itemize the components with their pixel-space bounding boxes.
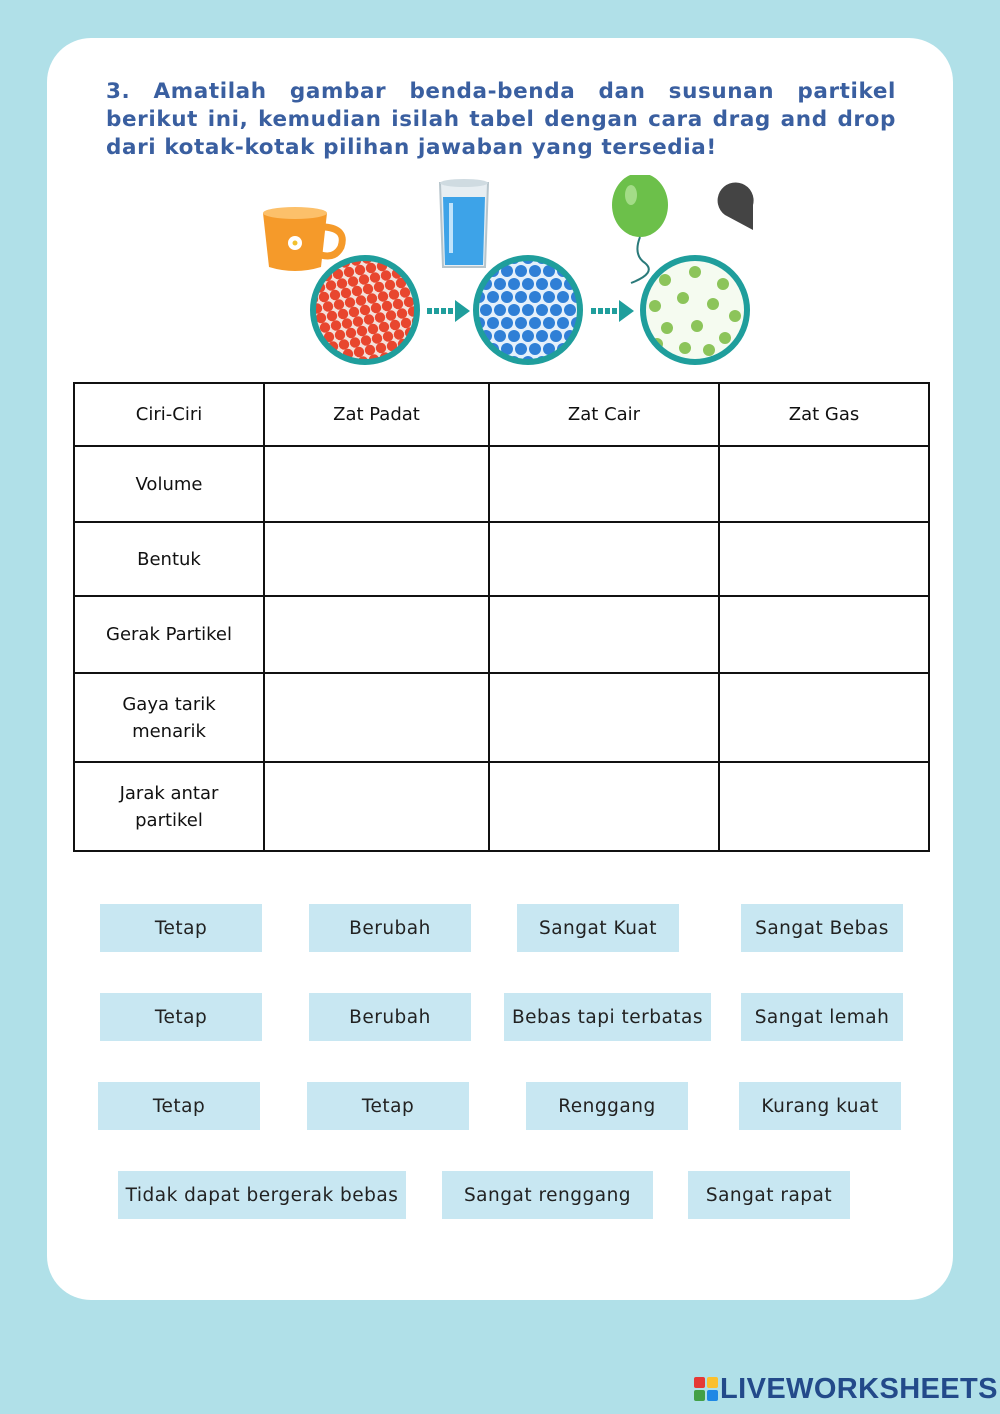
drop-zone[interactable]: [264, 522, 489, 596]
answer-chip[interactable]: Berubah: [309, 904, 471, 952]
table-row: [74, 762, 929, 851]
answer-chip[interactable]: Sangat Kuat: [517, 904, 679, 952]
answer-chip[interactable]: Tetap: [98, 1082, 260, 1130]
particle-dot: [300, 275, 310, 285]
particle-dot: [564, 356, 576, 368]
particle-dot: [402, 348, 412, 358]
row-label: Volume: [74, 446, 264, 522]
particle-dot: [418, 274, 428, 284]
particle-dot: [529, 265, 541, 277]
particle-dot: [369, 242, 379, 252]
particle-dot: [420, 335, 430, 345]
particle-dot: [427, 323, 437, 333]
particle-dot: [487, 317, 499, 329]
particle-dot: [522, 278, 534, 290]
particle-dot: [384, 249, 394, 259]
particle-dot: [327, 311, 337, 321]
particle-dot: [689, 266, 701, 278]
particle-dot: [417, 356, 427, 366]
particle-dot: [508, 304, 520, 316]
particle-dot: [578, 278, 590, 290]
particle-dot: [367, 293, 377, 303]
row-label: Gerak Partikel: [74, 596, 264, 673]
particle-dot: [494, 304, 506, 316]
particle-dot: [274, 269, 284, 279]
particle-dot: [564, 252, 576, 264]
particle-dot: [428, 354, 438, 364]
header-cell: Zat Gas: [719, 383, 929, 446]
particle-dot: [401, 318, 411, 328]
particle-dot: [359, 274, 369, 284]
particle-dot: [339, 339, 349, 349]
particle-dot: [364, 314, 374, 324]
water-glass-icon: [440, 179, 488, 267]
particle-dot: [355, 265, 365, 275]
drop-zone[interactable]: [719, 673, 929, 762]
drop-zone[interactable]: [264, 673, 489, 762]
states-of-matter-illustration: [255, 175, 755, 370]
particle-dot: [473, 343, 485, 355]
particle-dot: [323, 301, 333, 311]
particle-dot: [585, 265, 597, 277]
particle-dot: [330, 290, 340, 300]
particle-dot: [334, 299, 344, 309]
drop-zone[interactable]: [489, 522, 719, 596]
particle-dot: [368, 324, 378, 334]
row-label: Bentuk: [74, 522, 264, 596]
answer-chip[interactable]: Tidak dapat bergerak bebas: [118, 1171, 406, 1219]
particle-dot: [394, 329, 404, 339]
particle-dot: [446, 340, 456, 350]
particle-dot: [357, 326, 367, 336]
particle-dot: [314, 364, 324, 370]
drop-zone[interactable]: [489, 446, 719, 522]
drop-zone[interactable]: [719, 762, 929, 851]
particle-dot: [578, 330, 590, 342]
particle-dot: [557, 291, 569, 303]
particle-dot: [494, 330, 506, 342]
particle-dot: [362, 366, 372, 370]
particle-dot: [363, 284, 373, 294]
answer-chip[interactable]: Berubah: [309, 993, 471, 1041]
particle-dot: [390, 320, 400, 330]
particle-dot: [289, 277, 299, 287]
particle-dot: [341, 288, 351, 298]
particle-dot: [395, 247, 405, 257]
particle-dot: [543, 291, 555, 303]
particle-dot: [585, 343, 597, 355]
particle-dot: [351, 368, 361, 370]
drop-zone[interactable]: [264, 446, 489, 522]
particle-dot: [406, 358, 416, 368]
answer-chip[interactable]: Sangat lemah: [741, 993, 903, 1041]
particle-dot: [439, 352, 449, 362]
particle-dot: [375, 312, 385, 322]
particle-dot: [373, 364, 383, 370]
instruction-text: 3. Amatilah gambar benda-benda dan susunan partikel berikut ini, kemudian isilah tabel dengan cara drag and drop dari kotak-kotak pilihan jawaban yang tersedia!: [106, 79, 896, 160]
particle-dot: [515, 317, 527, 329]
particle-dot: [298, 326, 308, 336]
particle-dot: [399, 257, 409, 267]
particle-dot: [661, 322, 673, 334]
particle-dot: [336, 360, 346, 370]
particle-dot: [438, 321, 448, 331]
particle-dot: [374, 282, 384, 292]
particle-dot: [350, 337, 360, 347]
particle-dot: [389, 289, 399, 299]
particle-dot: [376, 343, 386, 353]
gas-particles: [643, 258, 747, 362]
drop-zone[interactable]: [489, 596, 719, 673]
answer-chip[interactable]: Sangat Bebas: [741, 904, 903, 952]
particle-dot: [331, 320, 341, 330]
particle-dot: [335, 330, 345, 340]
answer-chip[interactable]: Tetap: [100, 904, 262, 952]
particle-dot: [424, 344, 434, 354]
particle-dot: [422, 283, 432, 293]
particle-dot: [719, 332, 731, 344]
particle-dot: [529, 291, 541, 303]
row-label: Gaya tarik menarik: [74, 673, 264, 762]
particle-dot: [356, 295, 366, 305]
particle-dot: [729, 310, 741, 322]
particle-dot: [290, 307, 300, 317]
transition-arrow-icon: [427, 300, 470, 322]
drop-zone[interactable]: [264, 596, 489, 673]
particle-dot: [347, 246, 357, 256]
particle-dot: [515, 343, 527, 355]
table-row: [74, 673, 929, 762]
particle-dot: [320, 322, 330, 332]
particle-dot: [370, 272, 380, 282]
particle-dot: [585, 291, 597, 303]
table-row: [74, 522, 929, 596]
row-label: Jarak antar partikel: [74, 762, 264, 851]
particle-dot: [550, 330, 562, 342]
answer-chip[interactable]: Renggang: [526, 1082, 688, 1130]
particle-dot: [393, 299, 403, 309]
particle-dot: [353, 316, 363, 326]
particle-dot: [337, 278, 347, 288]
transition-arrow-icon: [591, 300, 634, 322]
particle-dot: [358, 244, 368, 254]
particle-dot: [346, 328, 356, 338]
particle-dot: [691, 320, 703, 332]
answer-chip[interactable]: Kurang kuat: [739, 1082, 901, 1130]
particle-dot: [321, 353, 331, 363]
particle-dot: [522, 330, 534, 342]
particle-dot: [480, 304, 492, 316]
particle-dot: [508, 278, 520, 290]
particle-dot: [381, 270, 391, 280]
particle-dot: [354, 347, 364, 357]
particle-dot: [349, 307, 359, 317]
particle-dot: [366, 263, 376, 273]
particle-dot: [487, 291, 499, 303]
particle-dot: [386, 310, 396, 320]
answer-chip[interactable]: Bebas tapi terbatas: [504, 993, 711, 1041]
answer-chip[interactable]: Tetap: [100, 993, 262, 1041]
particle-dot: [571, 343, 583, 355]
particle-dot: [703, 344, 715, 356]
header-cell: Zat Padat: [264, 383, 489, 446]
particle-dot: [564, 304, 576, 316]
particle-dot: [578, 356, 590, 368]
particle-dot: [585, 317, 597, 329]
header-cell: Ciri-Ciri: [74, 383, 264, 446]
particle-dot: [414, 264, 424, 274]
particle-dot: [550, 278, 562, 290]
particle-dot: [297, 296, 307, 306]
drop-zone[interactable]: [719, 596, 929, 673]
particle-dot: [360, 305, 370, 315]
particle-dot: [677, 292, 689, 304]
answer-chip[interactable]: Sangat renggang: [442, 1171, 653, 1219]
drop-zone[interactable]: [719, 522, 929, 596]
table-header-row: [74, 383, 929, 446]
brand-name: LIVEWORKSHEETS: [720, 1372, 998, 1405]
particle-dot: [450, 350, 460, 360]
partial-object-icon: [718, 182, 754, 230]
drop-zone[interactable]: [489, 673, 719, 762]
particle-dot: [302, 336, 312, 346]
table-row: [74, 596, 929, 673]
particle-dot: [385, 280, 395, 290]
particle-dot: [348, 276, 358, 286]
particle-dot: [402, 236, 412, 246]
properties-table: [73, 382, 930, 852]
particle-dot: [466, 356, 478, 368]
particle-dot: [325, 362, 335, 370]
particle-dot: [379, 322, 389, 332]
particle-dot: [282, 288, 292, 298]
particle-dot: [413, 346, 423, 356]
particle-dot: [426, 293, 436, 303]
particle-dot: [378, 291, 388, 301]
particle-dot: [383, 331, 393, 341]
particle-dot: [501, 317, 513, 329]
particle-dot: [345, 297, 355, 307]
particle-dot: [679, 342, 691, 354]
particle-dot: [371, 303, 381, 313]
particle-dot: [508, 330, 520, 342]
particle-dot: [515, 265, 527, 277]
particle-dot: [391, 238, 401, 248]
particle-dot: [649, 300, 661, 312]
particle-dot: [416, 325, 426, 335]
particle-dot: [501, 291, 513, 303]
particle-dot: [466, 330, 478, 342]
particle-dot: [304, 284, 314, 294]
particle-dot: [578, 252, 590, 264]
particle-dot: [717, 278, 729, 290]
particle-dot: [423, 314, 433, 324]
particle-dot: [442, 331, 452, 341]
particle-dot: [536, 304, 548, 316]
particle-dot: [319, 292, 329, 302]
liquid-particles: [466, 252, 597, 368]
particle-dot: [326, 280, 336, 290]
balloon-icon: [612, 175, 668, 283]
particle-dot: [352, 286, 362, 296]
particle-dot: [406, 245, 416, 255]
particle-dot: [480, 356, 492, 368]
particle-dot: [550, 304, 562, 316]
particle-dot: [543, 317, 555, 329]
particle-dot: [344, 267, 354, 277]
answer-chip[interactable]: Sangat rapat: [688, 1171, 850, 1219]
particle-dot: [494, 278, 506, 290]
particle-dot: [294, 317, 304, 327]
brand-squares-icon: [694, 1377, 718, 1401]
particle-dot: [707, 298, 719, 310]
particle-dot: [365, 345, 375, 355]
particle-dot: [395, 360, 405, 370]
particle-dot: [466, 278, 478, 290]
liveworksheets-logo[interactable]: [694, 1372, 998, 1406]
particle-dot: [410, 255, 420, 265]
particle-dot: [342, 318, 352, 328]
particle-dot: [293, 286, 303, 296]
particle-dot: [286, 298, 296, 308]
particle-dot: [529, 317, 541, 329]
particle-dot: [529, 343, 541, 355]
particle-dot: [431, 333, 441, 343]
particle-dot: [306, 345, 316, 355]
particle-dot: [522, 304, 534, 316]
drop-zone[interactable]: [264, 762, 489, 851]
particle-dot: [338, 309, 348, 319]
particle-dot: [278, 279, 288, 289]
particle-dot: [659, 274, 671, 286]
particle-dot: [372, 333, 382, 343]
particle-dot: [515, 291, 527, 303]
particle-dot: [536, 278, 548, 290]
particle-dot: [571, 265, 583, 277]
particle-dot: [397, 308, 407, 318]
drop-zone[interactable]: [719, 446, 929, 522]
particle-dot: [435, 342, 445, 352]
cup-icon: [263, 207, 342, 271]
table-row: [74, 446, 929, 522]
particle-dot: [380, 240, 390, 250]
particle-dot: [557, 317, 569, 329]
answer-chip[interactable]: Tetap: [307, 1082, 469, 1130]
particle-dot: [361, 335, 371, 345]
particle-dot: [384, 362, 394, 370]
particle-dot: [310, 355, 320, 365]
particle-dot: [536, 330, 548, 342]
header-cell: Zat Cair: [489, 383, 719, 446]
particle-dot: [382, 301, 392, 311]
particle-dot: [301, 305, 311, 315]
particle-dot: [400, 287, 410, 297]
drop-zone[interactable]: [489, 762, 719, 851]
